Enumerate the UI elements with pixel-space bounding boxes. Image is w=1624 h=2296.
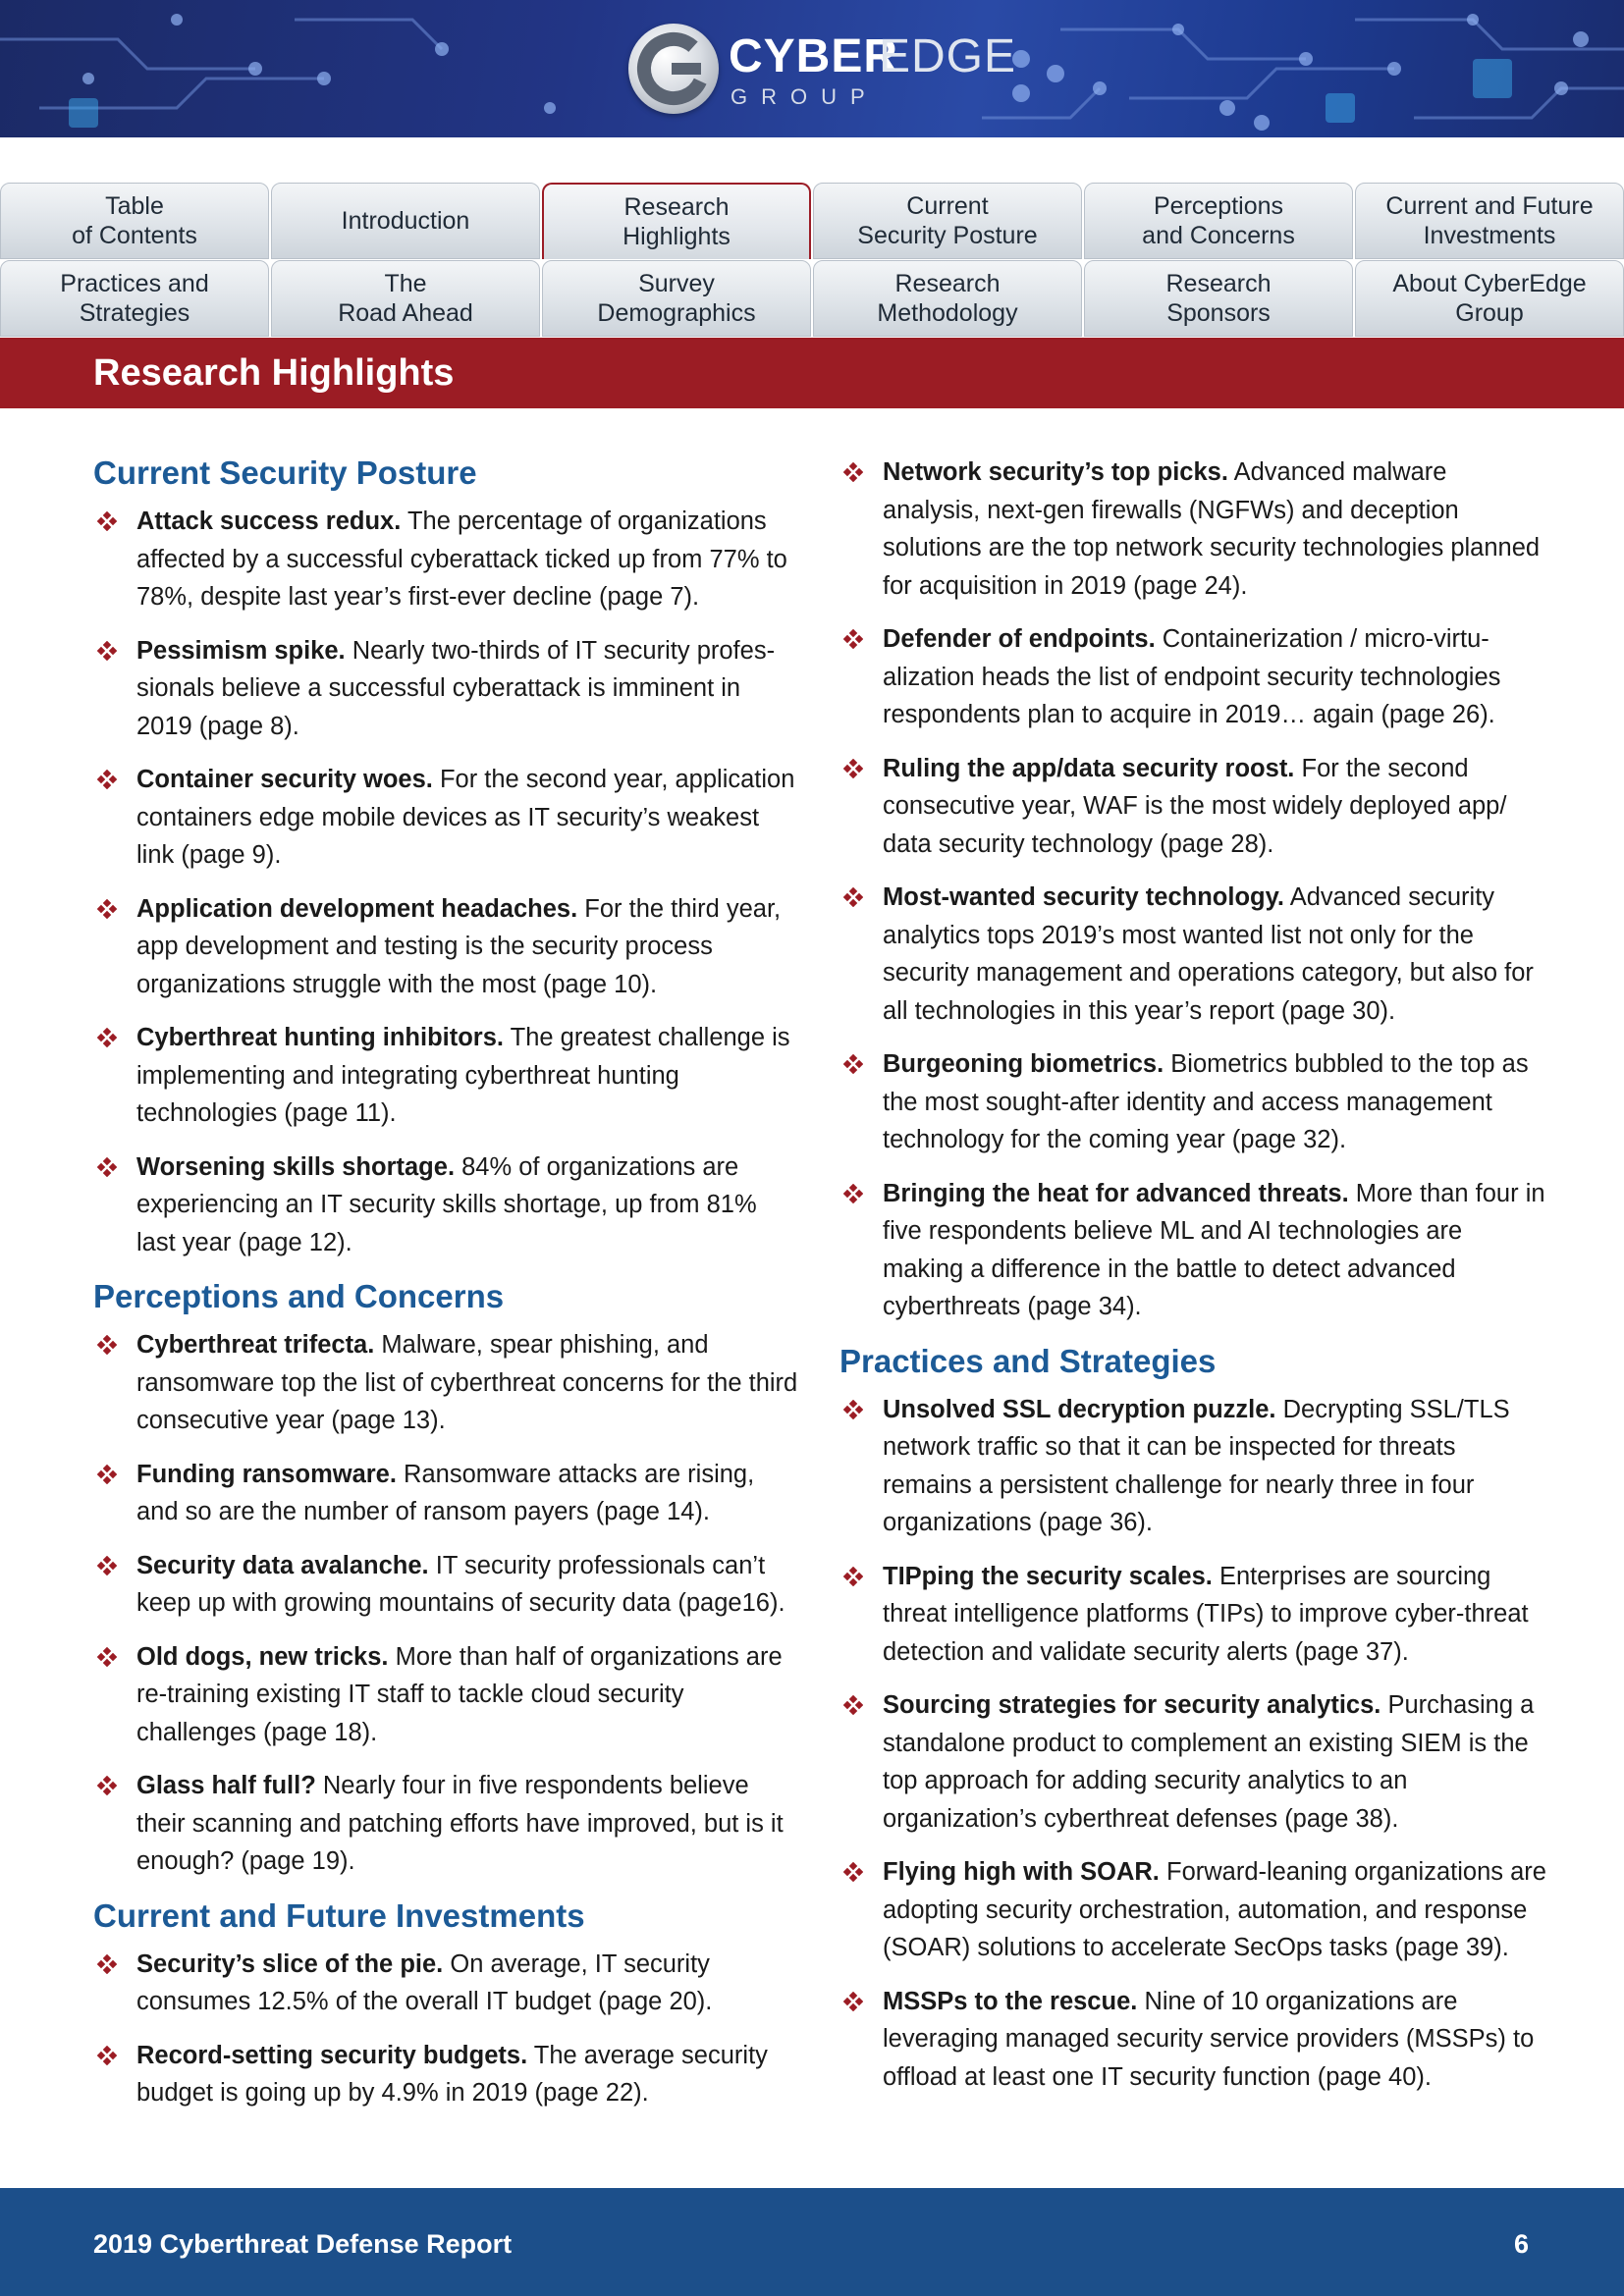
logo-text-group: GROUP	[731, 84, 879, 109]
item-lead: MSSPs to the rescue.	[883, 1987, 1138, 2015]
item-text: Advanced security analytics tops 2019’s most wanted list not only for the security management and operations category, but also for all technologies in this year’s report (page 30).	[883, 883, 1534, 1025]
diamond-bullet-icon	[843, 1400, 863, 1419]
tab-current-and-future-investments[interactable]: Current and Future Investments	[1355, 183, 1624, 259]
report-title: 2019 Cyberthreat Defense Report	[93, 2229, 513, 2259]
list-item	[839, 1558, 1546, 1672]
item-text: Ransomware attacks are rising, and so are the number of ransom payers (page 14).	[136, 1460, 755, 1525]
diamond-bullet-icon	[843, 1054, 863, 1074]
diamond-bullet-icon	[843, 887, 863, 907]
diamond-bullet-icon	[843, 1862, 863, 1882]
item-lead: Burgeoning biometrics.	[883, 1050, 1164, 1078]
item-lead: TIPping the security scales.	[883, 1562, 1213, 1590]
diamond-bullet-icon	[843, 462, 863, 482]
diamond-bullet-icon	[97, 1157, 117, 1177]
logo-text-cyber: CYBER	[729, 30, 899, 82]
left-column	[93, 454, 800, 2128]
list-item	[839, 879, 1546, 1030]
item-lead: Funding ransomware.	[136, 1460, 397, 1488]
list-item	[93, 1767, 800, 1881]
list-item	[839, 1045, 1546, 1159]
diamond-bullet-icon	[843, 1567, 863, 1586]
item-lead: Defender of endpoints.	[883, 625, 1156, 653]
diamond-bullet-icon	[97, 2046, 117, 2065]
item-text: IT security professionals can’t keep up with growing mountains of security data (page16).	[136, 1551, 785, 1617]
logo-text-edge: EDGE	[879, 30, 1017, 82]
list-item	[93, 503, 800, 616]
item-text: Nearly two-thirds of IT security profes-sionals believe a successful cyberattack is imminent in 2019 (page 8).	[136, 636, 776, 740]
item-text: Advanced malware analysis, next-gen firewalls (NGFWs) and deception solutions are the top network security technologies planned for acquisition in 2019 (page 24).	[883, 458, 1541, 600]
brand-logo[interactable]	[628, 22, 1017, 116]
item-text: The percentage of organizations affected by a successful cyberattack ticked up from 77% to 78%, despite last year’s first-ever decline (page 7).	[136, 507, 787, 611]
diamond-bullet-icon	[97, 1465, 117, 1484]
item-lead: Sourcing strategies for security analytics.	[883, 1691, 1381, 1719]
diamond-bullet-icon	[97, 770, 117, 789]
diamond-bullet-icon	[97, 1028, 117, 1047]
item-lead: Old dogs, new tricks.	[136, 1642, 389, 1671]
item-lead: Unsolved SSL decryption puzzle.	[883, 1395, 1276, 1423]
item-text: For the second consecutive year, WAF is the most widely deployed app/ data security technology (page 28).	[883, 754, 1507, 858]
list-item	[839, 750, 1546, 864]
item-lead: Flying high with SOAR.	[883, 1858, 1160, 1886]
tab-research-methodology[interactable]: Research Methodology	[813, 260, 1082, 337]
diamond-bullet-icon	[843, 759, 863, 778]
item-text: Purchasing a standalone product to complement an existing SIEM is the top approach for adding security analytics to an organization’s cyberthreat defenses (page 38).	[883, 1691, 1535, 1833]
item-text: More than four in five respondents believe ML and AI technologies are making a difference in the battle to detect advanced cyberthreats (page 34).	[883, 1179, 1545, 1320]
diamond-bullet-icon	[97, 511, 117, 531]
list-item	[93, 1019, 800, 1133]
right-column	[839, 454, 1546, 2111]
list-item	[93, 890, 800, 1004]
item-text: Containerization / micro-virtu-alization heads the list of endpoint security technologies respondents plan to acquire in 2019… again (page 26).	[883, 625, 1501, 728]
list-item	[839, 1391, 1546, 1542]
diamond-bullet-icon	[97, 1954, 117, 1974]
section-heading: Perceptions and Concerns	[93, 1278, 505, 1314]
list-item	[93, 1946, 800, 2021]
section-heading: Current Security Posture	[93, 454, 477, 491]
item-text: Nearly four in five respondents believe their scanning and patching efforts have improved, but is it enough? (page 19).	[136, 1772, 784, 1875]
item-text: Nine of 10 organizations are leveraging managed security service providers (MSSPs) to offload at least one IT security function (page 40).	[883, 1987, 1535, 2091]
list-item	[839, 1686, 1546, 1838]
item-lead: Most-wanted security technology.	[883, 883, 1284, 911]
tab-about-cyberedge-group[interactable]: About CyberEdge Group	[1355, 260, 1624, 337]
item-text: 84% of organizations are experiencing an IT security skills shortage, up from 81% last year (page 12).	[136, 1152, 757, 1256]
tab-research-highlights[interactable]: Research Highlights	[542, 183, 811, 259]
item-lead: Security data avalanche.	[136, 1551, 429, 1579]
item-lead: Worsening skills shortage.	[136, 1152, 456, 1181]
section-tabs	[0, 183, 1624, 338]
item-lead: Network security’s top picks.	[883, 458, 1228, 486]
item-text: The greatest challenge is implementing and integrating cyberthreat hunting technologies (page 11).	[136, 1024, 790, 1127]
list-item	[839, 620, 1546, 734]
diamond-bullet-icon	[97, 1647, 117, 1667]
tab-perceptions-and-concerns[interactable]: Perceptions and Concerns	[1084, 183, 1353, 259]
diamond-bullet-icon	[843, 1992, 863, 2011]
page-title-bar	[0, 338, 1624, 408]
list-item	[93, 1148, 800, 1262]
tab-current-security-posture[interactable]: Current Security Posture	[813, 183, 1082, 259]
page-number: 6	[1514, 2229, 1530, 2259]
tab-research-sponsors[interactable]: Research Sponsors	[1084, 260, 1353, 337]
item-text: Enterprises are sourcing threat intelligence platforms (TIPs) to improve cyber-threat detection and validate security alerts (page 37).	[883, 1562, 1529, 1666]
page-title: Research Highlights	[93, 352, 455, 394]
item-lead: Attack success redux.	[136, 507, 402, 535]
list-item	[839, 454, 1546, 605]
item-text: For the third year, app development and testing is the security process organizations struggle with the most (page 10).	[136, 894, 782, 998]
diamond-bullet-icon	[97, 1556, 117, 1575]
item-text: More than half of organizations are re-training existing IT staff to tackle cloud security challenges (page 18).	[136, 1642, 783, 1746]
list-item	[93, 1326, 800, 1440]
item-text: Forward-leaning organizations are adopting security orchestration, automation, and response (SOAR) solutions to accelerate SecOps tasks (page 39).	[883, 1858, 1546, 1961]
tab-the-road-ahead[interactable]: The Road Ahead	[271, 260, 540, 337]
list-item	[839, 1175, 1546, 1326]
item-text: Decrypting SSL/TLS network traffic so that it can be inspected for threats remains a persistent challenge for nearly three in four organizations (page 36).	[883, 1395, 1510, 1536]
tab-practices-and-strategies[interactable]: Practices and Strategies	[0, 260, 269, 337]
list-item	[93, 1547, 800, 1623]
list-item	[93, 761, 800, 875]
item-lead: Record-setting security budgets.	[136, 2041, 528, 2069]
item-text: For the second year, application containers edge mobile devices as IT security’s weakest link (page 9).	[136, 766, 795, 869]
item-lead: Security’s slice of the pie.	[136, 1949, 444, 1978]
page-footer	[0, 2188, 1624, 2296]
tab-table-of-contents[interactable]: Table of Contents	[0, 183, 269, 259]
diamond-bullet-icon	[843, 1695, 863, 1715]
item-lead: Cyberthreat hunting inhibitors.	[136, 1024, 504, 1051]
list-item	[93, 1638, 800, 1752]
item-text: Biometrics bubbled to the top as the most sought-after identity and access management technology for the coming year (page 32).	[883, 1050, 1529, 1153]
item-text: On average, IT security consumes 12.5% of the overall IT budget (page 20).	[136, 1949, 713, 2015]
tab-introduction[interactable]: Introduction	[271, 183, 540, 259]
item-lead: Container security woes.	[136, 766, 433, 793]
item-lead: Pessimism spike.	[136, 636, 346, 665]
list-item	[93, 1456, 800, 1531]
item-lead: Ruling the app/data security roost.	[883, 754, 1295, 782]
diamond-bullet-icon	[843, 629, 863, 649]
item-lead: Glass half full?	[136, 1772, 316, 1799]
diamond-bullet-icon	[97, 641, 117, 661]
section-heading: Practices and Strategies	[839, 1342, 1217, 1379]
item-lead: Bringing the heat for advanced threats.	[883, 1179, 1349, 1207]
item-lead: Cyberthreat trifecta.	[136, 1331, 375, 1359]
section-heading: Current and Future Investments	[93, 1896, 585, 1934]
list-item	[93, 632, 800, 746]
item-text: The average security budget is going up by 4.9% in 2019 (page 22).	[136, 2041, 768, 2107]
diamond-bullet-icon	[97, 1776, 117, 1795]
logo-mark-icon	[628, 24, 719, 114]
list-item	[93, 2037, 800, 2112]
item-text: Malware, spear phishing, and ransomware top the list of cyberthreat concerns for the third consecutive year (page 13).	[136, 1331, 798, 1434]
item-lead: Application development headaches.	[136, 894, 578, 923]
tab-survey-demographics[interactable]: Survey Demographics	[542, 260, 811, 337]
list-item	[839, 1853, 1546, 1967]
diamond-bullet-icon	[97, 1335, 117, 1355]
header-banner	[0, 0, 1624, 137]
diamond-bullet-icon	[843, 1184, 863, 1203]
diamond-bullet-icon	[97, 899, 117, 919]
list-item	[839, 1983, 1546, 2097]
